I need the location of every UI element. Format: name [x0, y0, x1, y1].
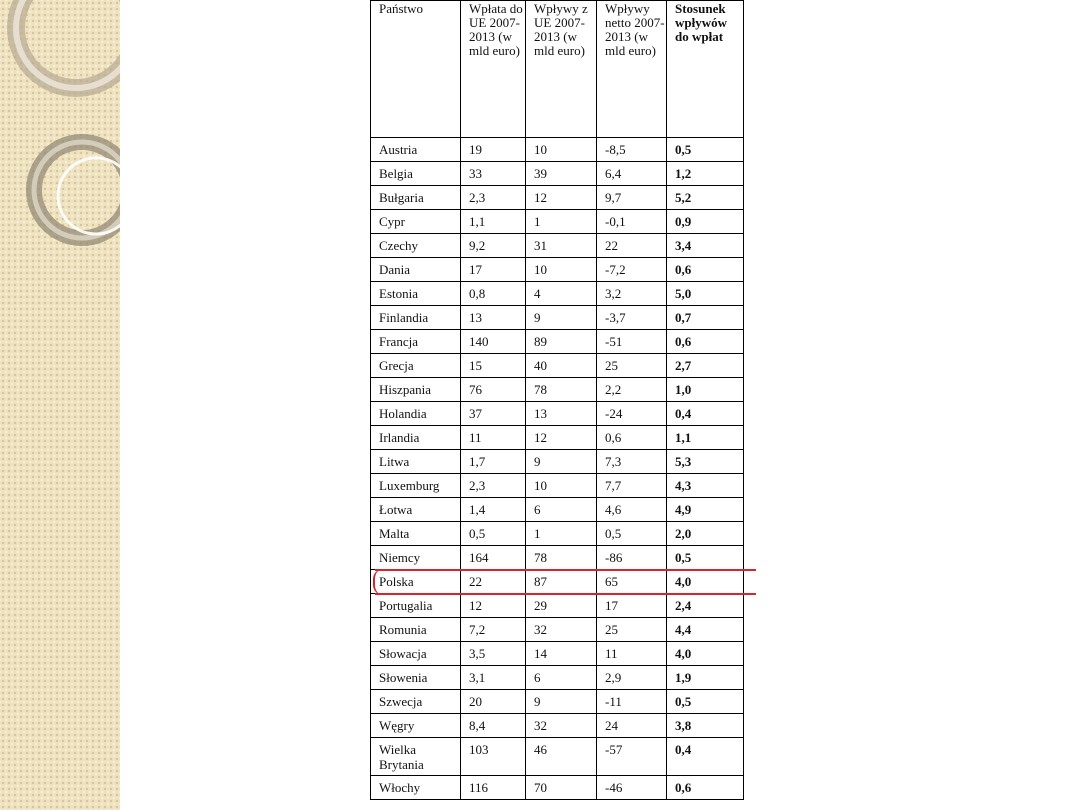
cell-net: 11: [597, 642, 667, 666]
table-row: [371, 234, 744, 258]
table-row: [371, 776, 744, 800]
cell-receipts: 89: [526, 330, 597, 354]
cell-net: -24: [597, 402, 667, 426]
cell-country: Malta: [371, 522, 461, 546]
table-row: [371, 666, 744, 690]
cell-ratio: 0,7: [667, 306, 744, 330]
cell-country: Cypr: [371, 210, 461, 234]
cell-contribution: 17: [461, 258, 526, 282]
cell-receipts: 14: [526, 642, 597, 666]
cell-ratio: 4,0: [667, 570, 744, 594]
cell-ratio: 1,1: [667, 426, 744, 450]
header-receipts: Wpływy z UE 2007-2013 (w mld euro): [526, 1, 597, 138]
cell-country: Dania: [371, 258, 461, 282]
cell-country: Węgry: [371, 714, 461, 738]
cell-ratio: 1,0: [667, 378, 744, 402]
table-row: [371, 594, 744, 618]
cell-receipts: 31: [526, 234, 597, 258]
cell-contribution: 37: [461, 402, 526, 426]
cell-net: 7,7: [597, 474, 667, 498]
cell-receipts: 32: [526, 714, 597, 738]
table-row: [371, 186, 744, 210]
cell-contribution: 103: [461, 738, 526, 776]
cell-contribution: 12: [461, 594, 526, 618]
cell-receipts: 9: [526, 690, 597, 714]
cell-ratio: 0,6: [667, 776, 744, 800]
cell-net: 22: [597, 234, 667, 258]
cell-net: -86: [597, 546, 667, 570]
table-row: [371, 306, 744, 330]
cell-contribution: 19: [461, 138, 526, 162]
table-row: [371, 282, 744, 306]
cell-country: Bułgaria: [371, 186, 461, 210]
decorative-rings-graphic: [0, 0, 120, 810]
table-row: [371, 426, 744, 450]
cell-receipts: 40: [526, 354, 597, 378]
cell-country: Słowenia: [371, 666, 461, 690]
cell-contribution: 3,5: [461, 642, 526, 666]
table-row: [371, 546, 744, 570]
cell-contribution: 116: [461, 776, 526, 800]
cell-ratio: 2,0: [667, 522, 744, 546]
cell-net: -57: [597, 738, 667, 776]
table-body: [371, 138, 744, 800]
cell-net: 65: [597, 570, 667, 594]
cell-receipts: 9: [526, 450, 597, 474]
cell-contribution: 3,1: [461, 666, 526, 690]
cell-net: -7,2: [597, 258, 667, 282]
cell-receipts: 6: [526, 666, 597, 690]
cell-receipts: 1: [526, 522, 597, 546]
cell-receipts: 4: [526, 282, 597, 306]
table-row: [371, 378, 744, 402]
cell-contribution: 1,4: [461, 498, 526, 522]
table-row: [371, 258, 744, 282]
cell-receipts: 9: [526, 306, 597, 330]
cell-receipts: 78: [526, 546, 597, 570]
cell-net: 25: [597, 354, 667, 378]
cell-net: 2,2: [597, 378, 667, 402]
cell-net: -51: [597, 330, 667, 354]
cell-ratio: 5,2: [667, 186, 744, 210]
cell-receipts: 10: [526, 258, 597, 282]
cell-receipts: 29: [526, 594, 597, 618]
cell-receipts: 10: [526, 474, 597, 498]
cell-country: Grecja: [371, 354, 461, 378]
cell-ratio: 3,4: [667, 234, 744, 258]
cell-net: -3,7: [597, 306, 667, 330]
cell-contribution: 7,2: [461, 618, 526, 642]
table-row: [371, 354, 744, 378]
cell-country: Austria: [371, 138, 461, 162]
cell-contribution: 164: [461, 546, 526, 570]
cell-country: Słowacja: [371, 642, 461, 666]
cell-country: Litwa: [371, 450, 461, 474]
cell-ratio: 0,5: [667, 138, 744, 162]
cell-contribution: 0,8: [461, 282, 526, 306]
cell-country: Polska: [371, 570, 461, 594]
cell-country: Szwecja: [371, 690, 461, 714]
cell-country: Hiszpania: [371, 378, 461, 402]
table-row: [371, 210, 744, 234]
cell-receipts: 12: [526, 426, 597, 450]
cell-ratio: 5,0: [667, 282, 744, 306]
cell-country: Portugalia: [371, 594, 461, 618]
header-net: Wpływy netto 2007-2013 (w mld euro): [597, 1, 667, 138]
cell-contribution: 13: [461, 306, 526, 330]
table-row: [371, 162, 744, 186]
cell-country: Wielka Brytania: [371, 738, 461, 776]
cell-ratio: 0,9: [667, 210, 744, 234]
cell-country: Romunia: [371, 618, 461, 642]
table-row: [371, 738, 744, 776]
cell-country: Czechy: [371, 234, 461, 258]
cell-contribution: 9,2: [461, 234, 526, 258]
table-row: [371, 498, 744, 522]
cell-ratio: 4,9: [667, 498, 744, 522]
cell-receipts: 12: [526, 186, 597, 210]
cell-net: -8,5: [597, 138, 667, 162]
cell-country: Estonia: [371, 282, 461, 306]
cell-net: 6,4: [597, 162, 667, 186]
table-row: [371, 642, 744, 666]
cell-country: Łotwa: [371, 498, 461, 522]
cell-receipts: 87: [526, 570, 597, 594]
cell-ratio: 4,0: [667, 642, 744, 666]
cell-receipts: 78: [526, 378, 597, 402]
cell-contribution: 8,4: [461, 714, 526, 738]
header-country: Państwo: [371, 1, 461, 138]
table-row: [371, 450, 744, 474]
cell-contribution: 11: [461, 426, 526, 450]
table-row: [371, 522, 744, 546]
cell-receipts: 32: [526, 618, 597, 642]
cell-ratio: 4,4: [667, 618, 744, 642]
eu-budget-table-container: [370, 0, 744, 800]
cell-net: 0,6: [597, 426, 667, 450]
cell-ratio: 0,5: [667, 690, 744, 714]
decorative-side-panel: [0, 0, 120, 810]
cell-net: -11: [597, 690, 667, 714]
cell-ratio: 4,3: [667, 474, 744, 498]
cell-contribution: 20: [461, 690, 526, 714]
cell-country: Francja: [371, 330, 461, 354]
cell-contribution: 33: [461, 162, 526, 186]
cell-receipts: 1: [526, 210, 597, 234]
cell-country: Luxemburg: [371, 474, 461, 498]
cell-country: Holandia: [371, 402, 461, 426]
cell-contribution: 1,1: [461, 210, 526, 234]
cell-ratio: 0,6: [667, 330, 744, 354]
cell-country: Irlandia: [371, 426, 461, 450]
cell-receipts: 46: [526, 738, 597, 776]
cell-ratio: 2,7: [667, 354, 744, 378]
cell-contribution: 22: [461, 570, 526, 594]
cell-net: 2,9: [597, 666, 667, 690]
table-row: [371, 618, 744, 642]
cell-net: 25: [597, 618, 667, 642]
cell-ratio: 2,4: [667, 594, 744, 618]
cell-net: 3,2: [597, 282, 667, 306]
cell-country: Belgia: [371, 162, 461, 186]
table-header-row: [371, 1, 744, 138]
header-contribution: Wpłata do UE 2007-2013 (w mld euro): [461, 1, 526, 138]
cell-receipts: 70: [526, 776, 597, 800]
cell-receipts: 10: [526, 138, 597, 162]
table-row: [371, 330, 744, 354]
cell-ratio: 3,8: [667, 714, 744, 738]
cell-net: 9,7: [597, 186, 667, 210]
table-row: [371, 402, 744, 426]
cell-country: Finlandia: [371, 306, 461, 330]
table-row: [371, 138, 744, 162]
table-row: [371, 714, 744, 738]
cell-ratio: 0,4: [667, 738, 744, 776]
cell-net: 7,3: [597, 450, 667, 474]
cell-country: Włochy: [371, 776, 461, 800]
cell-net: 24: [597, 714, 667, 738]
table-row: [371, 474, 744, 498]
cell-ratio: 1,9: [667, 666, 744, 690]
cell-net: 17: [597, 594, 667, 618]
cell-contribution: 15: [461, 354, 526, 378]
cell-ratio: 0,4: [667, 402, 744, 426]
cell-net: -46: [597, 776, 667, 800]
cell-ratio: 1,2: [667, 162, 744, 186]
cell-net: -0,1: [597, 210, 667, 234]
cell-ratio: 0,6: [667, 258, 744, 282]
cell-receipts: 39: [526, 162, 597, 186]
cell-contribution: 0,5: [461, 522, 526, 546]
table-row: [371, 690, 744, 714]
cell-net: 0,5: [597, 522, 667, 546]
cell-country: Niemcy: [371, 546, 461, 570]
cell-contribution: 2,3: [461, 186, 526, 210]
cell-contribution: 140: [461, 330, 526, 354]
table-row: [371, 570, 744, 594]
cell-contribution: 76: [461, 378, 526, 402]
cell-contribution: 2,3: [461, 474, 526, 498]
eu-budget-table: [370, 0, 744, 800]
header-ratio: Stosunek wpływów do wpłat: [667, 1, 744, 138]
cell-net: 4,6: [597, 498, 667, 522]
cell-ratio: 0,5: [667, 546, 744, 570]
cell-ratio: 5,3: [667, 450, 744, 474]
cell-receipts: 13: [526, 402, 597, 426]
cell-receipts: 6: [526, 498, 597, 522]
cell-contribution: 1,7: [461, 450, 526, 474]
